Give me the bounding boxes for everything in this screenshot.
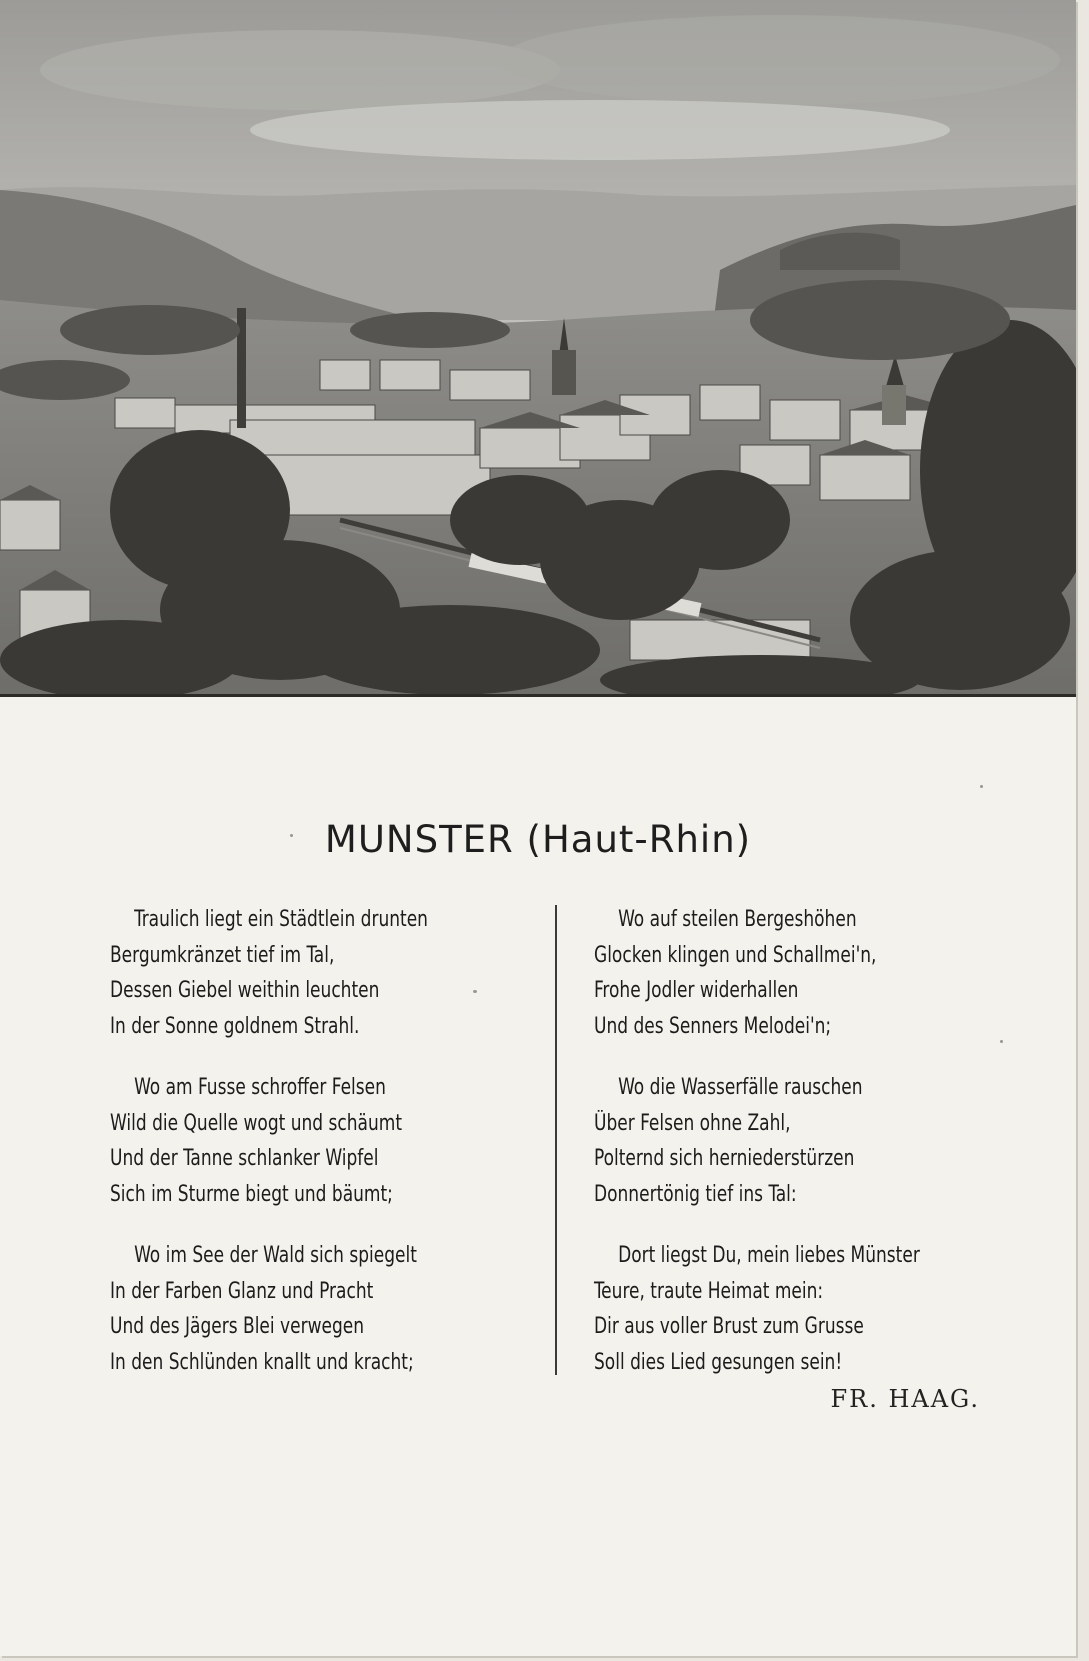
paper-speck — [473, 990, 477, 993]
paper-speck — [980, 785, 983, 788]
poem-line: Dir aus voller Brust zum Grusse — [594, 1314, 864, 1339]
poem-line: Über Felsen ohne Zahl, — [594, 1110, 791, 1136]
poem-line: Wo im See der Wald sich spiegelt — [134, 1243, 417, 1268]
poem-line: Glocken klingen und Schallmei'n, — [594, 942, 877, 968]
poem-line: In den Schlünden knallt und kracht; — [110, 1349, 414, 1375]
poem-stanza — [110, 1070, 550, 1212]
poem-line: In der Farben Glanz und Pracht — [110, 1278, 374, 1304]
poem-line: Dort liegst Du, mein liebes Münster — [618, 1243, 920, 1268]
poem-line: Wo auf steilen Bergeshöhen — [618, 907, 857, 932]
poem-left-column — [110, 902, 550, 1406]
poem-line: Wo am Fusse schroffer Felsen — [134, 1075, 386, 1100]
poem-line: Polternd sich herniederstürzen — [594, 1146, 855, 1171]
poem-line: Wo die Wasserfälle rauschen — [618, 1075, 863, 1100]
poem-stanza — [110, 902, 550, 1044]
paper-speck — [290, 834, 293, 837]
poem-line: Frohe Jodler widerhallen — [594, 978, 799, 1003]
poem-line: Und des Senners Melodei'n; — [594, 1013, 832, 1039]
poem-line: Dessen Giebel weithin leuchten — [110, 978, 380, 1003]
paper-speck — [1000, 1040, 1003, 1043]
poem-line: Sich im Sturme biegt und bäumt; — [110, 1181, 393, 1207]
poem-line: Und der Tanne schlanker Wipfel — [110, 1146, 379, 1171]
poem-line: Soll dies Lied gesungen sein! — [594, 1349, 843, 1375]
poem-stanza — [594, 902, 1034, 1044]
town-panorama-photo — [0, 0, 1076, 697]
poem-line: Traulich liegt ein Städtlein drunten — [134, 907, 428, 932]
poem-line: Donnertönig tief ins Tal: — [594, 1181, 797, 1207]
poem-line: Wild die Quelle wogt und schäumt — [110, 1110, 403, 1136]
poem-line: Teure, traute Heimat mein: — [594, 1278, 824, 1304]
author-signature: FR. HAAG. — [830, 1385, 980, 1413]
panorama-illustration — [0, 0, 1076, 697]
poem-line: In der Sonne goldnem Strahl. — [110, 1013, 360, 1039]
poem-right-column — [594, 902, 1034, 1406]
postcard-title: MUNSTER (Haut-Rhin) — [324, 818, 752, 861]
poem-line: Bergumkränzet tief im Tal, — [110, 942, 335, 968]
poem-line: Und des Jägers Blei verwegen — [110, 1314, 365, 1339]
poem-stanza — [594, 1070, 1034, 1212]
poem-stanza — [594, 1238, 1034, 1380]
poem-stanza — [110, 1238, 550, 1380]
column-divider — [555, 905, 557, 1375]
